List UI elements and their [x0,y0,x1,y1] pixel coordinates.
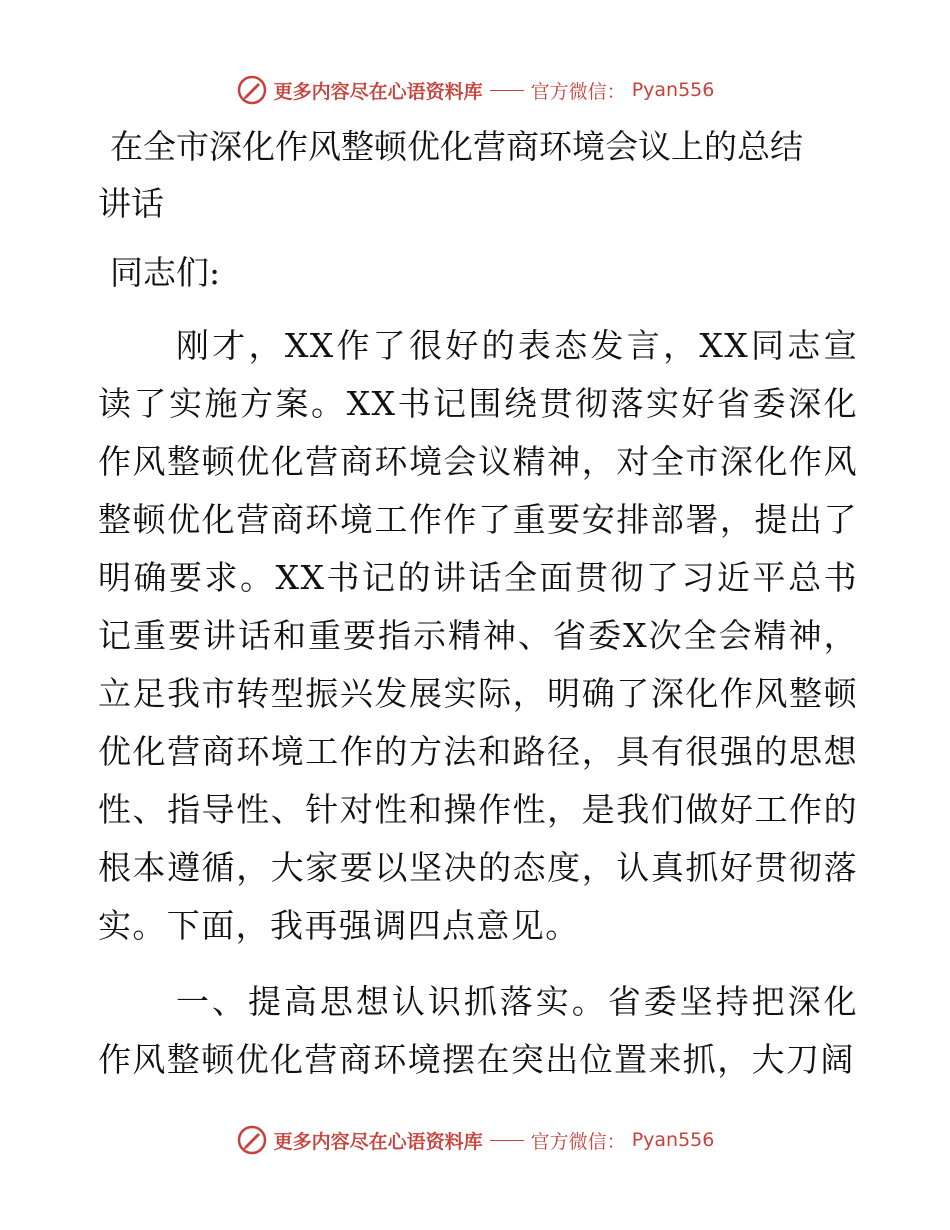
header-watermark [0,70,950,110]
watermark-dash [490,90,524,91]
watermark-dash [490,1140,524,1141]
pen-logo-icon [236,1124,268,1156]
document-body [98,118,858,1089]
document-title [98,118,858,232]
paragraph-point-one: 一、提高思想认识抓落实。省委坚持把深化作风整顿优化营商环境摆在突出位置来抓，大刀阔 [98,982,858,1079]
watermark-wechat-id: Pyan556 [631,79,715,101]
pen-logo-icon [236,74,268,106]
title-line-2: 讲话 [98,184,164,223]
watermark-wechat-label: 官方微信： [530,80,626,103]
footer-watermark [0,1120,950,1160]
watermark-wechat-label: 官方微信： [530,1130,626,1153]
paragraph-intro: 刚才，XX作了很好的表态发言，XX同志宣读了实施方案。XX书记围绕贯彻落实好省委深化作风整顿优化营商环境会议精神，对全市深化作风整顿优化营商环境工作作了重要安排部署，提出了明确要求。XX书记的讲话全面贯彻了习近平总书记重要讲话和重要指示精神、省委X次全会精神，立足我市转型振兴发展实际，明确了深化作风整顿优化营商环境工作的方法和路径，具有很强的思想性、指导性、针对性和操作性，是我们做好工作的根本遵循，大家要以坚决的态度，认真抓好贯彻落实。下面，我再强调四点意见。 [98,326,858,945]
salutation: 同志们: [110,253,221,292]
title-line-1: 在全市深化作风整顿优化营商环境会议上的总结 [110,127,803,166]
watermark-main-text: 更多内容尽在心语资料库 [273,1130,483,1153]
watermark-wechat-id: Pyan556 [631,1129,715,1151]
watermark-main-text: 更多内容尽在心语资料库 [273,80,483,103]
